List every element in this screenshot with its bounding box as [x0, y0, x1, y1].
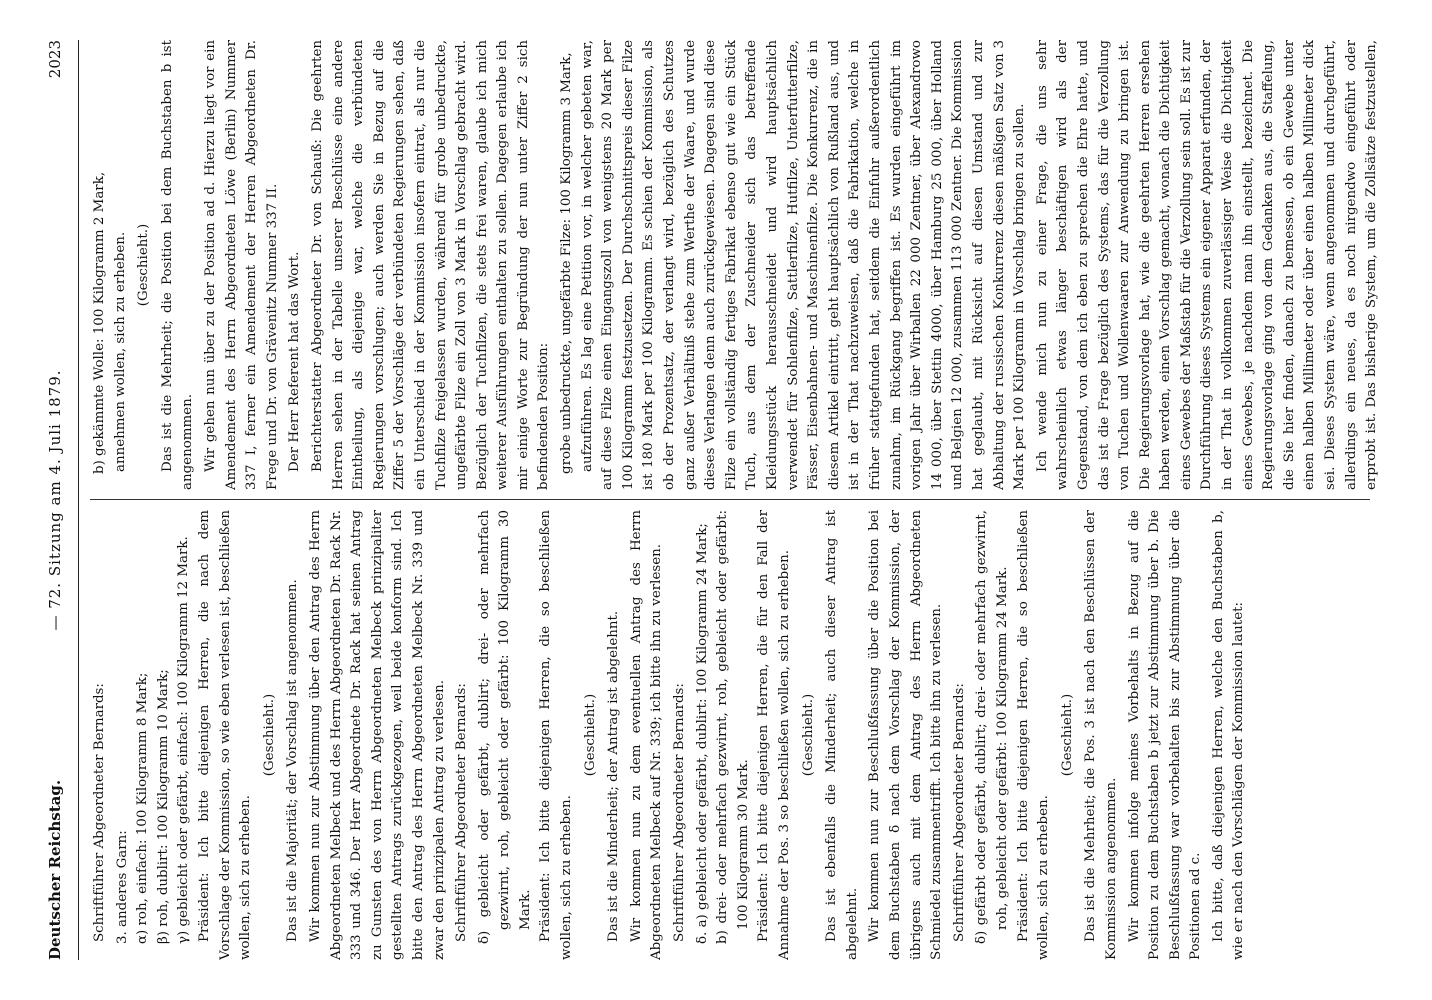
paragraph: Das ist ebenfalls die Minderheit; auch dieser Antrag ist abgelehnt. [824, 510, 860, 960]
paragraph: Das ist die Minderheit; der Antrag ist abgelehnt. [606, 610, 622, 942]
paragraph: Schriftführer Abgeordneter Bernards: [92, 683, 107, 942]
session-title: — 72. Sitzung am 4. Juli 1879. [46, 369, 64, 631]
paragraph: grobe unbedruckte, ungefärbte Filze: 100 Kilogramm 3 Mark, [559, 52, 575, 474]
paragraph: Ich wende mich nun zu einer Frage, die uns sehr wahrscheinlich etwas länger beschäftigen wird als der Gegenstand, von dem ich eben zu sprechen die Ehre hatte, und das ist die Frage bezüglich des Systems, das für die Verzollung von Tuchen und Wollenwaaren zur Anwendung zu bringen ist. Die Regierungsvorlage hat, wie die geehrten Herren ersehen haben werden, einen Vorschlag gemacht, wonach die Dichtigkeit eines Gewebes der Maßstab für die Verzollung sein soll. Es ist zur Durchführung dieses Systems ein eigener Apparat erfunden, der in der That in vollkommen zuverlässiger Weise die Dichtigkeit eines Gewebes, je nachdem man ihn einstellt, bezeichnet. Die Regierungsvorlage ging von dem Gedanken aus, die Staffelung, die Sie hier finden, danach zu bemessen, ob ein Gewebe unter einen halben Millimeter oder über einen halben Millimeter dick sei. Dieses System wäre, wenn angenommen und durchgeführt, allerdings ein neues, da es noch nirgendwo eingeführt oder erprobt ist. Das bisherige System, um die Zollsätze festzustellen, [1034, 40, 1380, 490]
paragraph: Das ist die Mehrheit; die Pos. 3 ist nach den Beschlüssen der Kommission angenommen. [1083, 510, 1119, 960]
paragraph: γ) gebleicht oder gefärbt, einfach: 100 Kilogramm 12 Mark. [176, 536, 192, 944]
paragraph: δ) gefärbt oder gefärbt, dublirt; drei- oder mehrfach gezwirnt, roh, gebleicht oder gefärbt: 100 Kilogramm 24 Mark. [974, 510, 1010, 944]
paragraph: Wir kommen nun zur Beschlußfassung über die Position bei dem Buchstaben δ nach dem Vorschlag der Kommission, der übrigens auch mit dem Antrag des Herrn Abgeordneten Schmiedel zusammentrifft. Ich bitte ihn zu verlesen. [867, 510, 945, 960]
paragraph: Wir kommen infolge meines Vorbehalts in Bezug auf die Position zu dem Buchstaben b jetzt zur Abstimmung über b. Die Beschlußfassung war vorbehalten bis zur Abstimmung über die Positionen ad c. [1126, 510, 1204, 960]
paragraph: δ) gebleicht oder gefärbt, dublirt; drei- oder mehrfach gezwirnt, roh, gebleicht oder gefärbt: 100 Kilogramm 30 Mark. [476, 510, 533, 944]
paragraph: δ. a) gebleicht oder gefärbt, dublirt: 100 Kilogramm 24 Mark; [694, 523, 710, 944]
paragraph: b) drei- oder mehrfach gezwirnt, roh, gebleicht oder gefärbt: 100 Kilogramm 30 Mark. [715, 510, 751, 944]
paragraph: Präsident: Ich bitte diejenigen Herren, die nach dem Vorschlage der Kommission, so wie eben verlesen ist, beschließen wollen, sich zu erheben. [196, 510, 254, 960]
paragraph: Ich bitte, daß diejenigen Herren, welche den Buchstaben b, wie er nach den Vorschlägen der Kommission lautet: [1210, 510, 1247, 960]
right-column [90, 40, 1380, 490]
paragraph: α) roh, einfach: 100 Kilogramm 8 Mark; [135, 672, 151, 944]
paragraph: Präsident: Ich bitte diejenigen Herren, die für den Fall der Annahme der Pos. 3 so beschließen wollen, sich zu erheben. [756, 510, 792, 960]
digitization-credit [1408, 0, 1428, 1000]
paragraph: Schriftführer Abgeordneter Bernards: [454, 683, 470, 942]
stage-direction: (Geschieht.) [136, 223, 152, 307]
stage-direction: (Geschieht.) [261, 693, 277, 777]
paragraph: Präsident: Ich bitte diejenigen Herren, die so beschließen wollen, sich zu erheben. [538, 510, 575, 960]
stage-direction: (Geschieht.) [800, 693, 816, 777]
paragraph: Der Herr Referent hat das Wort. [287, 251, 303, 472]
paragraph: β) roh, dublirt: 100 Kilogramm 10 Mark; [155, 669, 171, 944]
paragraph: Das ist die Majorität; der Vorschlag ist angenommen. [285, 579, 301, 942]
paragraph: annehmen wollen, sich zu erheben. [112, 231, 128, 472]
paragraph: aufzuführen. Es lag eine Petition vor, in welcher gebeten war, auf diese Filze einen Eingangszoll von wenigstens 20 Mark per 100 Kilogramm festzusetzen. Der Durchschnittspreis dieser Filze ist 180 Mark per 100 Kilogramm. Es schien der Kommission, als ob der Prozentsatz, der verlangt wird, bezüglich des Schutzes ganz außer Verhältniß stehe zum Werthe der Waare, und wurde dieses Verlangen denn auch zurückgewiesen. Dagegen sind diese Filze ein vollständig fertiges Fabrikat ebenso gut wie ein Stück Tuch, aus dem der Zuschneider sich das betreffende Kleidungsstück herausschneidet und wird hauptsächlich verwendet für Sohlenfilze, Sattlerfilze, Hutfilze, Unterfutterfilze, Fässer, Eisenbahnen- und Maschinenfilze. Die Konkurrenz, die in diesem Artikel eintritt, geht hauptsächlich von Rußland aus, und ist in der That nachzuweisen, daß die Fabrikation, welche in früher stattgefunden hat, seitdem die Einfuhr außerordentlich zunahm, im Rückgang begriffen ist. Es wurden eingeführt im vorigen Jahr über Wirballen 22 000 Zentner, über Alexandrowo 14 000, über Stettin 4000, über Hamburg 25 000, über Holland und Belgien 12 000, zusammen 113 000 Zentner. Die Kommission hat geglaubt, mit Rücksicht auf diesen Umstand und zur Abhaltung der russischen Konkurrenz diesen mäßigen Satz von 3 Mark per 100 Kilogramm in Vorschlag bringen zu sollen. [579, 40, 1028, 490]
paragraph: Präsident: Ich bitte diejenigen Herren, die so beschließen wollen, sich zu erheben. [1015, 510, 1052, 960]
paragraph: Wir kommen nun zu dem eventuellen Antrag des Herrn Abgeordneten Melbeck auf Nr. 339; ich bitte ihn zu verlesen. [628, 510, 665, 960]
page-number: 2023 [46, 40, 64, 79]
paragraph: Das ist die Mehrheit; die Position bei dem Buchstaben b ist angenommen. [159, 40, 196, 490]
paragraph: Berichterstatter Abgeordneter Dr. von Schauß: Die geehrten Herren sehen in der Tabelle unserer Beschlüsse eine andere Eintheilung, als diejenige war, welche die verbündeten Regierungen vorschlugen; auch werden Sie in Bezug auf die Ziffer 5 der Vorschläge der verbündeten Regierungen sehen, daß ein Unterschied in der Kommission insofern eintrat, als nur die Tuchfilze freigelassen wurden, während für grobe unbedruckte, ungefärbte Filze ein Zoll von 3 Mark in Vorschlag gebracht wird. Bezüglich der Tuchfilzen, die stets frei waren, glaube ich mich weiterer Ausführungen enthalten zu sollen. Dagegen erlaube ich mir einige Worte zur Begründung der nun unter Ziffer 2 sich befindenden Position: [309, 40, 552, 490]
left-column [90, 510, 1380, 960]
paragraph: b) gekämmte Wolle: 100 Kilogramm 2 Mark, [92, 171, 107, 474]
rotated-page-content [30, 30, 1390, 970]
paragraph: 3. anderes Garn: [114, 830, 130, 944]
paragraph: Schriftführer Abgeordneter Bernards: [672, 683, 688, 942]
stage-direction: (Geschieht.) [1059, 693, 1075, 777]
journal-title: Deutscher Reichstag. [46, 779, 64, 960]
stage-direction: (Geschieht.) [582, 693, 598, 777]
paragraph: Wir kommen nun zur Abstimmung über den Antrag des Herrn Abgeordneten Melbeck und des Herrn Abgeordneten Dr. Rack Nr. 333 und 346. Der Herr Abgeordnete Dr. Rack hat seinen Antrag zu Gunsten des von Herrn Abgeordneten Melbeck prinzipaliter gestellten Antrags zurückgezogen, weil beide konform sind. Ich bitte den Antrag des Herrn Abgeordneten Melbeck Nr. 339 und zwar den prinzipalen Antrag zu verlesen. [307, 510, 447, 960]
paragraph: Schriftführer Abgeordneter Bernards: [951, 683, 967, 942]
paragraph: Wir gehen nun über zu der Position ad d. Hierzu liegt vor ein Amendement des Herrn Abgeordneten Löwe (Berlin) Nummer 337 I, ferner ein Amendement der Herren Abgeordneten Dr. Frege und Dr. von Grävenitz Nummer 337 II. [202, 40, 280, 490]
column-divider [90, 499, 1370, 500]
page-header [38, 40, 79, 960]
